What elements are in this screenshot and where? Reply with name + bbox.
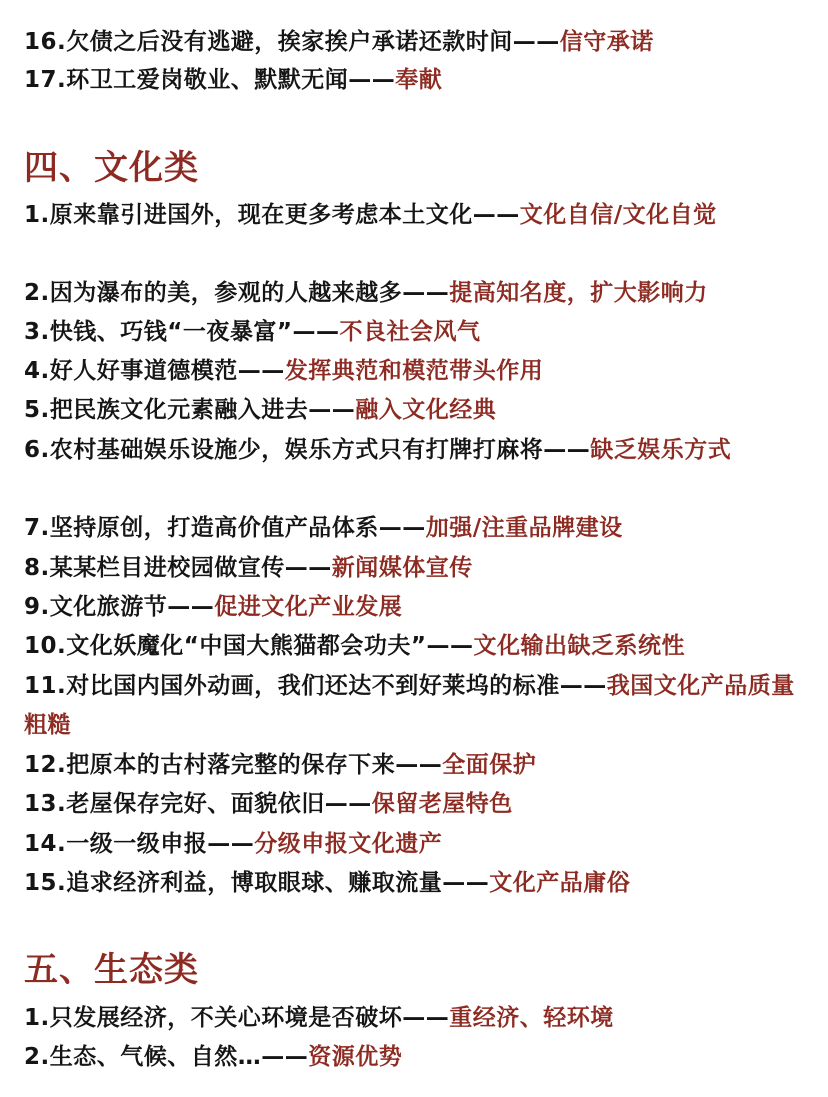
item-answer: 融入文化经典 xyxy=(355,397,497,423)
list-item xyxy=(24,1038,808,1077)
item-question: 6.农村基础娱乐设施少，娱乐方式只有打牌打麻将 xyxy=(24,437,544,463)
item-answer: 我国文化产品质量粗糙 xyxy=(24,673,795,738)
item-question: 15.追求经济利益，博取眼球、赚取流量 xyxy=(24,870,443,896)
item-dash: —— xyxy=(442,870,490,896)
list-item xyxy=(24,274,808,313)
list-item xyxy=(24,627,808,666)
item-answer: 奉献 xyxy=(395,67,443,93)
list-item xyxy=(24,352,808,391)
item-question: 4.好人好事道德模范 xyxy=(24,358,238,384)
item-answer: 不良社会风气 xyxy=(339,319,481,345)
item-dash: —— xyxy=(543,437,591,463)
item-dash: —— xyxy=(324,791,372,817)
list-item xyxy=(24,746,808,785)
list-item xyxy=(24,549,808,588)
item-answer: 文化产品庸俗 xyxy=(489,870,631,896)
list-item xyxy=(24,667,804,745)
item-dash: —— xyxy=(512,29,560,55)
item-question: 13.老屋保存完好、面貌依旧 xyxy=(24,791,325,817)
item-answer: 资源优势 xyxy=(308,1044,403,1070)
item-question: 5.把民族文化元素融入进去 xyxy=(24,397,309,423)
item-dash: —— xyxy=(308,397,356,423)
item-question: 11.对比国内国外动画，我们还达不到好莱坞的标准 xyxy=(24,673,560,699)
item-answer: 提高知名度，扩大影响力 xyxy=(449,280,708,306)
item-dash: —— xyxy=(426,633,474,659)
list-item xyxy=(24,509,808,548)
item-answer: 分级申报文化遗产 xyxy=(254,831,443,857)
item-question: 10.文化妖魔化“中国大熊猫都会功夫” xyxy=(24,633,427,659)
list-item xyxy=(24,196,794,235)
item-answer: 信守承诺 xyxy=(559,29,654,55)
item-question: 16.欠债之后没有逃避，挨家挨户承诺还款时间 xyxy=(24,29,513,55)
item-question: 14.一级一级申报 xyxy=(24,831,208,857)
item-answer: 缺乏娱乐方式 xyxy=(590,437,732,463)
item-dash: —— xyxy=(284,555,332,581)
list-item xyxy=(24,23,808,62)
item-answer: 加强/注重品牌建设 xyxy=(425,515,623,541)
item-answer: 全面保护 xyxy=(442,752,537,778)
item-question: 3.快钱、巧钱“一夜暴富” xyxy=(24,319,293,345)
list-item xyxy=(24,313,808,352)
section-heading-culture: 四、文化类 xyxy=(24,148,199,188)
list-item xyxy=(24,785,808,824)
list-item xyxy=(24,588,808,627)
item-dash: —— xyxy=(402,1005,450,1031)
item-dash: —— xyxy=(348,67,396,93)
item-question: 1.只发展经济，不关心环境是否破坏 xyxy=(24,1005,403,1031)
list-item xyxy=(24,391,808,430)
list-item xyxy=(24,431,804,470)
item-dash: —— xyxy=(395,752,443,778)
item-question: 8.某某栏目进校园做宣传 xyxy=(24,555,285,581)
item-dash: —— xyxy=(559,673,607,699)
item-question: 17.环卫工爱岗敬业、默默无闻 xyxy=(24,67,349,93)
item-question: 12.把原本的古村落完整的保存下来 xyxy=(24,752,396,778)
item-question: 7.坚持原创，打造高价值产品体系 xyxy=(24,515,379,541)
item-answer: 发挥典范和模范带头作用 xyxy=(284,358,544,384)
item-answer: 文化自信/文化自觉 xyxy=(519,202,717,228)
section-heading-ecology: 五、生态类 xyxy=(24,950,199,990)
item-answer: 新闻媒体宣传 xyxy=(331,555,473,581)
item-question: 9.文化旅游节 xyxy=(24,594,168,620)
item-answer: 保留老屋特色 xyxy=(371,791,513,817)
item-dash: —— xyxy=(261,1044,309,1070)
item-question: 2.生态、气候、自然… xyxy=(24,1044,262,1070)
item-answer: 重经济、轻环境 xyxy=(449,1005,614,1031)
item-dash: —— xyxy=(167,594,215,620)
item-dash: —— xyxy=(402,280,450,306)
item-question: 2.因为瀑布的美，参观的人越来越多 xyxy=(24,280,403,306)
item-dash: —— xyxy=(378,515,426,541)
list-item xyxy=(24,61,808,100)
item-dash: —— xyxy=(207,831,255,857)
item-question: 1.原来靠引进国外，现在更多考虑本土文化 xyxy=(24,202,473,228)
item-dash: —— xyxy=(237,358,285,384)
list-item xyxy=(24,864,808,903)
item-dash: —— xyxy=(292,319,340,345)
item-dash: —— xyxy=(472,202,520,228)
list-item xyxy=(24,999,808,1038)
item-answer: 文化输出缺乏系统性 xyxy=(473,633,685,659)
item-answer: 促进文化产业发展 xyxy=(214,594,403,620)
list-item xyxy=(24,825,808,864)
